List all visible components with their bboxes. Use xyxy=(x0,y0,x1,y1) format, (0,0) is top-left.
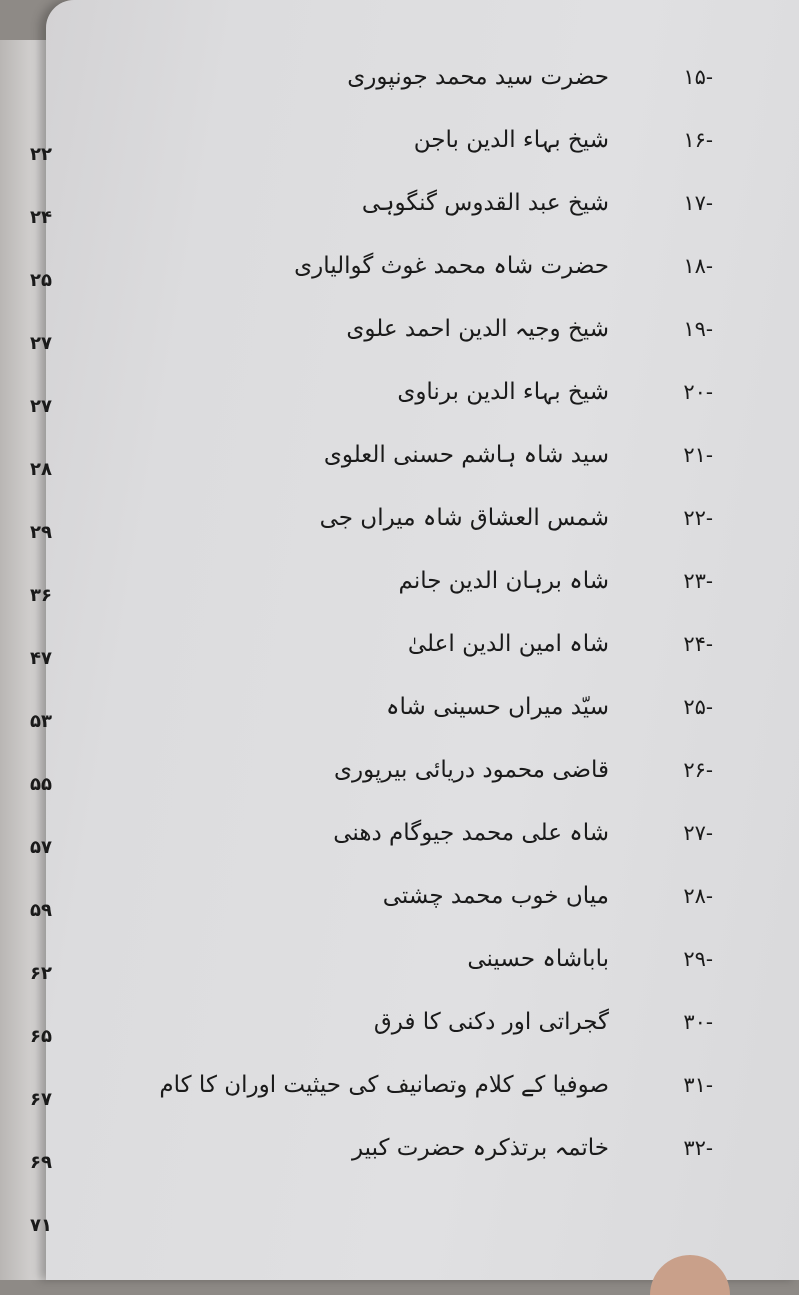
toc-entry xyxy=(0,312,799,372)
entry-title: حضرت سید محمد جونپوری xyxy=(347,64,609,90)
entry-title: شمس العشاق شاہ میراں جی xyxy=(319,505,609,531)
entry-number: -۳۱ xyxy=(683,1073,713,1097)
entry-number: -۲۵ xyxy=(683,695,713,719)
toc-entry xyxy=(0,564,799,624)
entry-number: -۱۵ xyxy=(683,65,713,89)
page-number: ۲۷ xyxy=(30,333,52,354)
page-number: ۲۵ xyxy=(30,270,52,291)
toc-entry xyxy=(0,1131,799,1191)
toc-entry xyxy=(0,690,799,750)
entry-number: -۲۱ xyxy=(683,443,713,467)
toc-entry xyxy=(0,375,799,435)
entry-title: میاں خوب محمد چشتی xyxy=(382,883,609,909)
page-number: ۵۹ xyxy=(30,900,52,921)
entry-title: شیخ بہاء الدین باجن xyxy=(413,127,609,153)
toc-entry xyxy=(0,816,799,876)
entry-number: -۳۲ xyxy=(683,1136,713,1160)
page-number: ۲۸ xyxy=(30,459,52,480)
page-number: ۵۳ xyxy=(30,711,52,732)
entry-title: شیخ بہاء الدین برناوی xyxy=(397,379,609,405)
entry-number: -۱۷ xyxy=(683,191,713,215)
page-number: ۲۹ xyxy=(30,522,52,543)
toc-entry xyxy=(0,186,799,246)
page-number: ۲۲ xyxy=(30,144,52,165)
entry-title: خاتمہ برتذکرہ حضرت کبیر xyxy=(351,1135,609,1161)
entry-title: شاہ امین الدین اعلیٰ xyxy=(407,631,609,657)
entry-title: صوفیا کے کلام وتصانیف کی حیثیت اوران کا کام xyxy=(159,1072,609,1098)
toc-entry xyxy=(0,879,799,939)
entry-number: -۲۹ xyxy=(683,947,713,971)
page-number: ۶۹ xyxy=(30,1152,52,1173)
entry-title: شیخ عبد القدوس گنگوہی xyxy=(361,190,609,216)
entry-number: -۱۶ xyxy=(683,128,713,152)
entry-number: -۲۳ xyxy=(683,569,713,593)
toc-entry xyxy=(0,1068,799,1128)
page-number: ۶۷ xyxy=(30,1089,52,1110)
entry-title: باباشاہ حسینی xyxy=(467,946,609,972)
page-number: ۴۷ xyxy=(30,648,52,669)
entry-number: -۲۴ xyxy=(683,632,713,656)
toc-entry xyxy=(0,753,799,813)
entry-number: -۲۷ xyxy=(683,821,713,845)
toc-entry xyxy=(0,1194,799,1254)
toc-entry xyxy=(0,60,799,120)
entry-number: -۲۸ xyxy=(683,884,713,908)
entry-number: -۲۰ xyxy=(683,380,713,404)
entry-number: -۱۸ xyxy=(683,254,713,278)
entry-title: شاہ برہان الدین جانم xyxy=(398,568,609,594)
page-number: ۶۵ xyxy=(30,1026,52,1047)
entry-number: -۲۲ xyxy=(683,506,713,530)
toc-entry xyxy=(0,501,799,561)
page-number: ۶۲ xyxy=(30,963,52,984)
entry-title: گجراتی اور دکنی کا فرق xyxy=(373,1009,609,1035)
entry-number: -۲۶ xyxy=(683,758,713,782)
page-number: ۵۵ xyxy=(30,774,52,795)
entry-title: قاضی محمود دریائی بیرپوری xyxy=(334,757,609,783)
toc-entry xyxy=(0,438,799,498)
page-number: ۲۴ xyxy=(30,207,52,228)
toc-entry xyxy=(0,627,799,687)
entry-title: سید شاہ ہاشم حسنی العلوی xyxy=(323,442,609,468)
toc-entry xyxy=(0,123,799,183)
toc-entry xyxy=(0,942,799,1002)
entry-title: سیّد میراں حسینی شاہ xyxy=(386,694,609,720)
entry-number: -۱۹ xyxy=(683,317,713,341)
entry-title: شیخ وجیہ الدین احمد علوی xyxy=(346,316,609,342)
page-number: ۲۷ xyxy=(30,396,52,417)
toc-entry xyxy=(0,1005,799,1065)
entry-title: شاہ علی محمد جیوگام دھنی xyxy=(333,820,609,846)
entry-number: -۳۰ xyxy=(683,1010,713,1034)
toc-entry xyxy=(0,249,799,309)
page-number: ۳۶ xyxy=(30,585,52,606)
page-number: ۷۱ xyxy=(30,1215,52,1236)
page-number: ۵۷ xyxy=(30,837,52,858)
entry-title: حضرت شاہ محمد غوث گوالیاری xyxy=(294,253,609,279)
